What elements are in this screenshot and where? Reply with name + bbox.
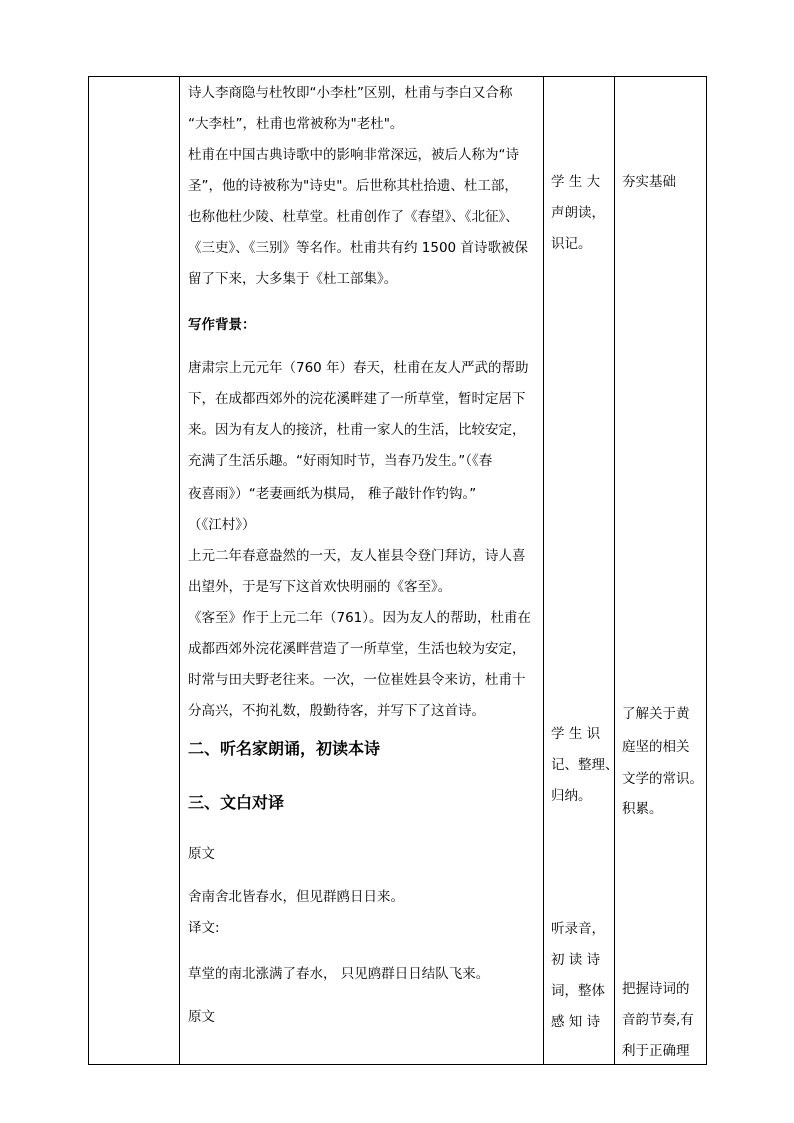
purpose-line: 利于正确理 — [622, 1043, 690, 1059]
student-activity-line: 学 生 识 — [551, 726, 601, 742]
student-activity-line: 声朗读， — [551, 205, 605, 221]
student-activity-line: 感 知 诗 — [551, 1014, 601, 1030]
purpose-line: 积累。 — [622, 801, 663, 817]
text-line: 原文 — [188, 846, 215, 862]
text-line: 原文 — [188, 1009, 215, 1025]
purpose-line: 把握诗词的 — [622, 981, 690, 997]
student-activity-line: 学 生 大 — [551, 174, 601, 190]
section-heading-translation: 三、文白对译 — [188, 793, 285, 812]
section-label-background: 写作背景： — [188, 317, 256, 333]
purpose-line: 音韵节奏,有 — [622, 1012, 694, 1028]
text-line: 成都西郊外浣花溪畔营造了一所草堂，生活也较为安定， — [188, 641, 526, 657]
table-border-right — [706, 76, 707, 1065]
column-divider-2 — [543, 76, 544, 1065]
student-activity-line: 听录音， — [551, 921, 605, 937]
text-line: 夜喜雨》）“老妻画纸为棋局， 稚子敲针作钓钩。” — [188, 486, 477, 502]
text-line: 《三吏》、《三别》等名作。杜甫共有约 1500 首诗歌被保 — [188, 240, 528, 256]
student-activity-line: 识记。 — [551, 236, 592, 252]
text-line: 充满了生活乐趣。“好雨知时节，当春乃发生。”（《春 — [188, 453, 493, 469]
text-line: 杜甫在中国古典诗歌中的影响非常深远，被后人称为“诗 — [188, 147, 519, 163]
text-line: 下，在成都西郊外的浣花溪畔建了一所草堂，暂时定居下 — [188, 391, 526, 407]
text-line: 时常与田夫野老往来。一次，一位崔姓县令来访，杜甫十 — [188, 672, 526, 688]
table-border-left — [88, 76, 89, 1065]
text-line: 诗人李商隐与杜牧即“小李杜”区别，杜甫与李白又合称 — [188, 85, 513, 101]
text-line: 来。因为有友人的接济，杜甫一家人的生活，比较安定， — [188, 422, 526, 438]
purpose-line: 文学的常识。 — [622, 771, 703, 787]
text-line: 分高兴，不拘礼数，殷勤待客，并写下了这首诗。 — [188, 703, 485, 719]
text-line: 上元二年春意盎然的一天，友人崔县令登门拜访，诗人喜 — [188, 548, 526, 564]
student-activity-line: 记、整理、 — [551, 757, 619, 773]
text-line: 也称他杜少陵、杜草堂。杜甫创作了《春望》、《北征》、 — [188, 209, 519, 225]
text-line: 舍南舍北皆春水，但见群鸥日日来。 — [188, 889, 404, 905]
text-line: 圣”，他的诗被称为"诗史"。后世称其杜拾遗、杜工部， — [188, 178, 518, 194]
student-activity-line: 初 读 诗 — [551, 952, 601, 968]
text-line: 留了下来，大多集于《杜工部集》。 — [188, 271, 398, 287]
student-activity-line: 词，整体 — [551, 983, 605, 999]
purpose-line: 夯实基础 — [622, 174, 676, 190]
purpose-line: 了解关于黄 — [622, 706, 690, 722]
text-line: 出望外，于是写下这首欢快明丽的《客至》。 — [188, 579, 452, 595]
text-line: 草堂的南北涨满了春水， 只见鸥群日日结队飞来。 — [188, 966, 490, 982]
text-line: 译文: — [188, 920, 220, 936]
column-divider-1 — [179, 76, 180, 1065]
section-heading-listen: 二、听名家朗诵，初读本诗 — [188, 739, 381, 758]
text-line: “大李杜”，杜甫也常被称为"老杜"。 — [188, 116, 404, 132]
purpose-line: 庭坚的相关 — [622, 739, 690, 755]
text-line: 唐肃宗上元元年（760 年）春天，杜甫在友人严武的帮助 — [188, 360, 529, 376]
text-line: 《客至》作于上元二年（761）。因为友人的帮助，杜甫在 — [188, 610, 532, 626]
text-line: （《江村》） — [188, 517, 256, 533]
student-activity-line: 归纳。 — [551, 788, 592, 804]
column-divider-3 — [614, 76, 615, 1065]
